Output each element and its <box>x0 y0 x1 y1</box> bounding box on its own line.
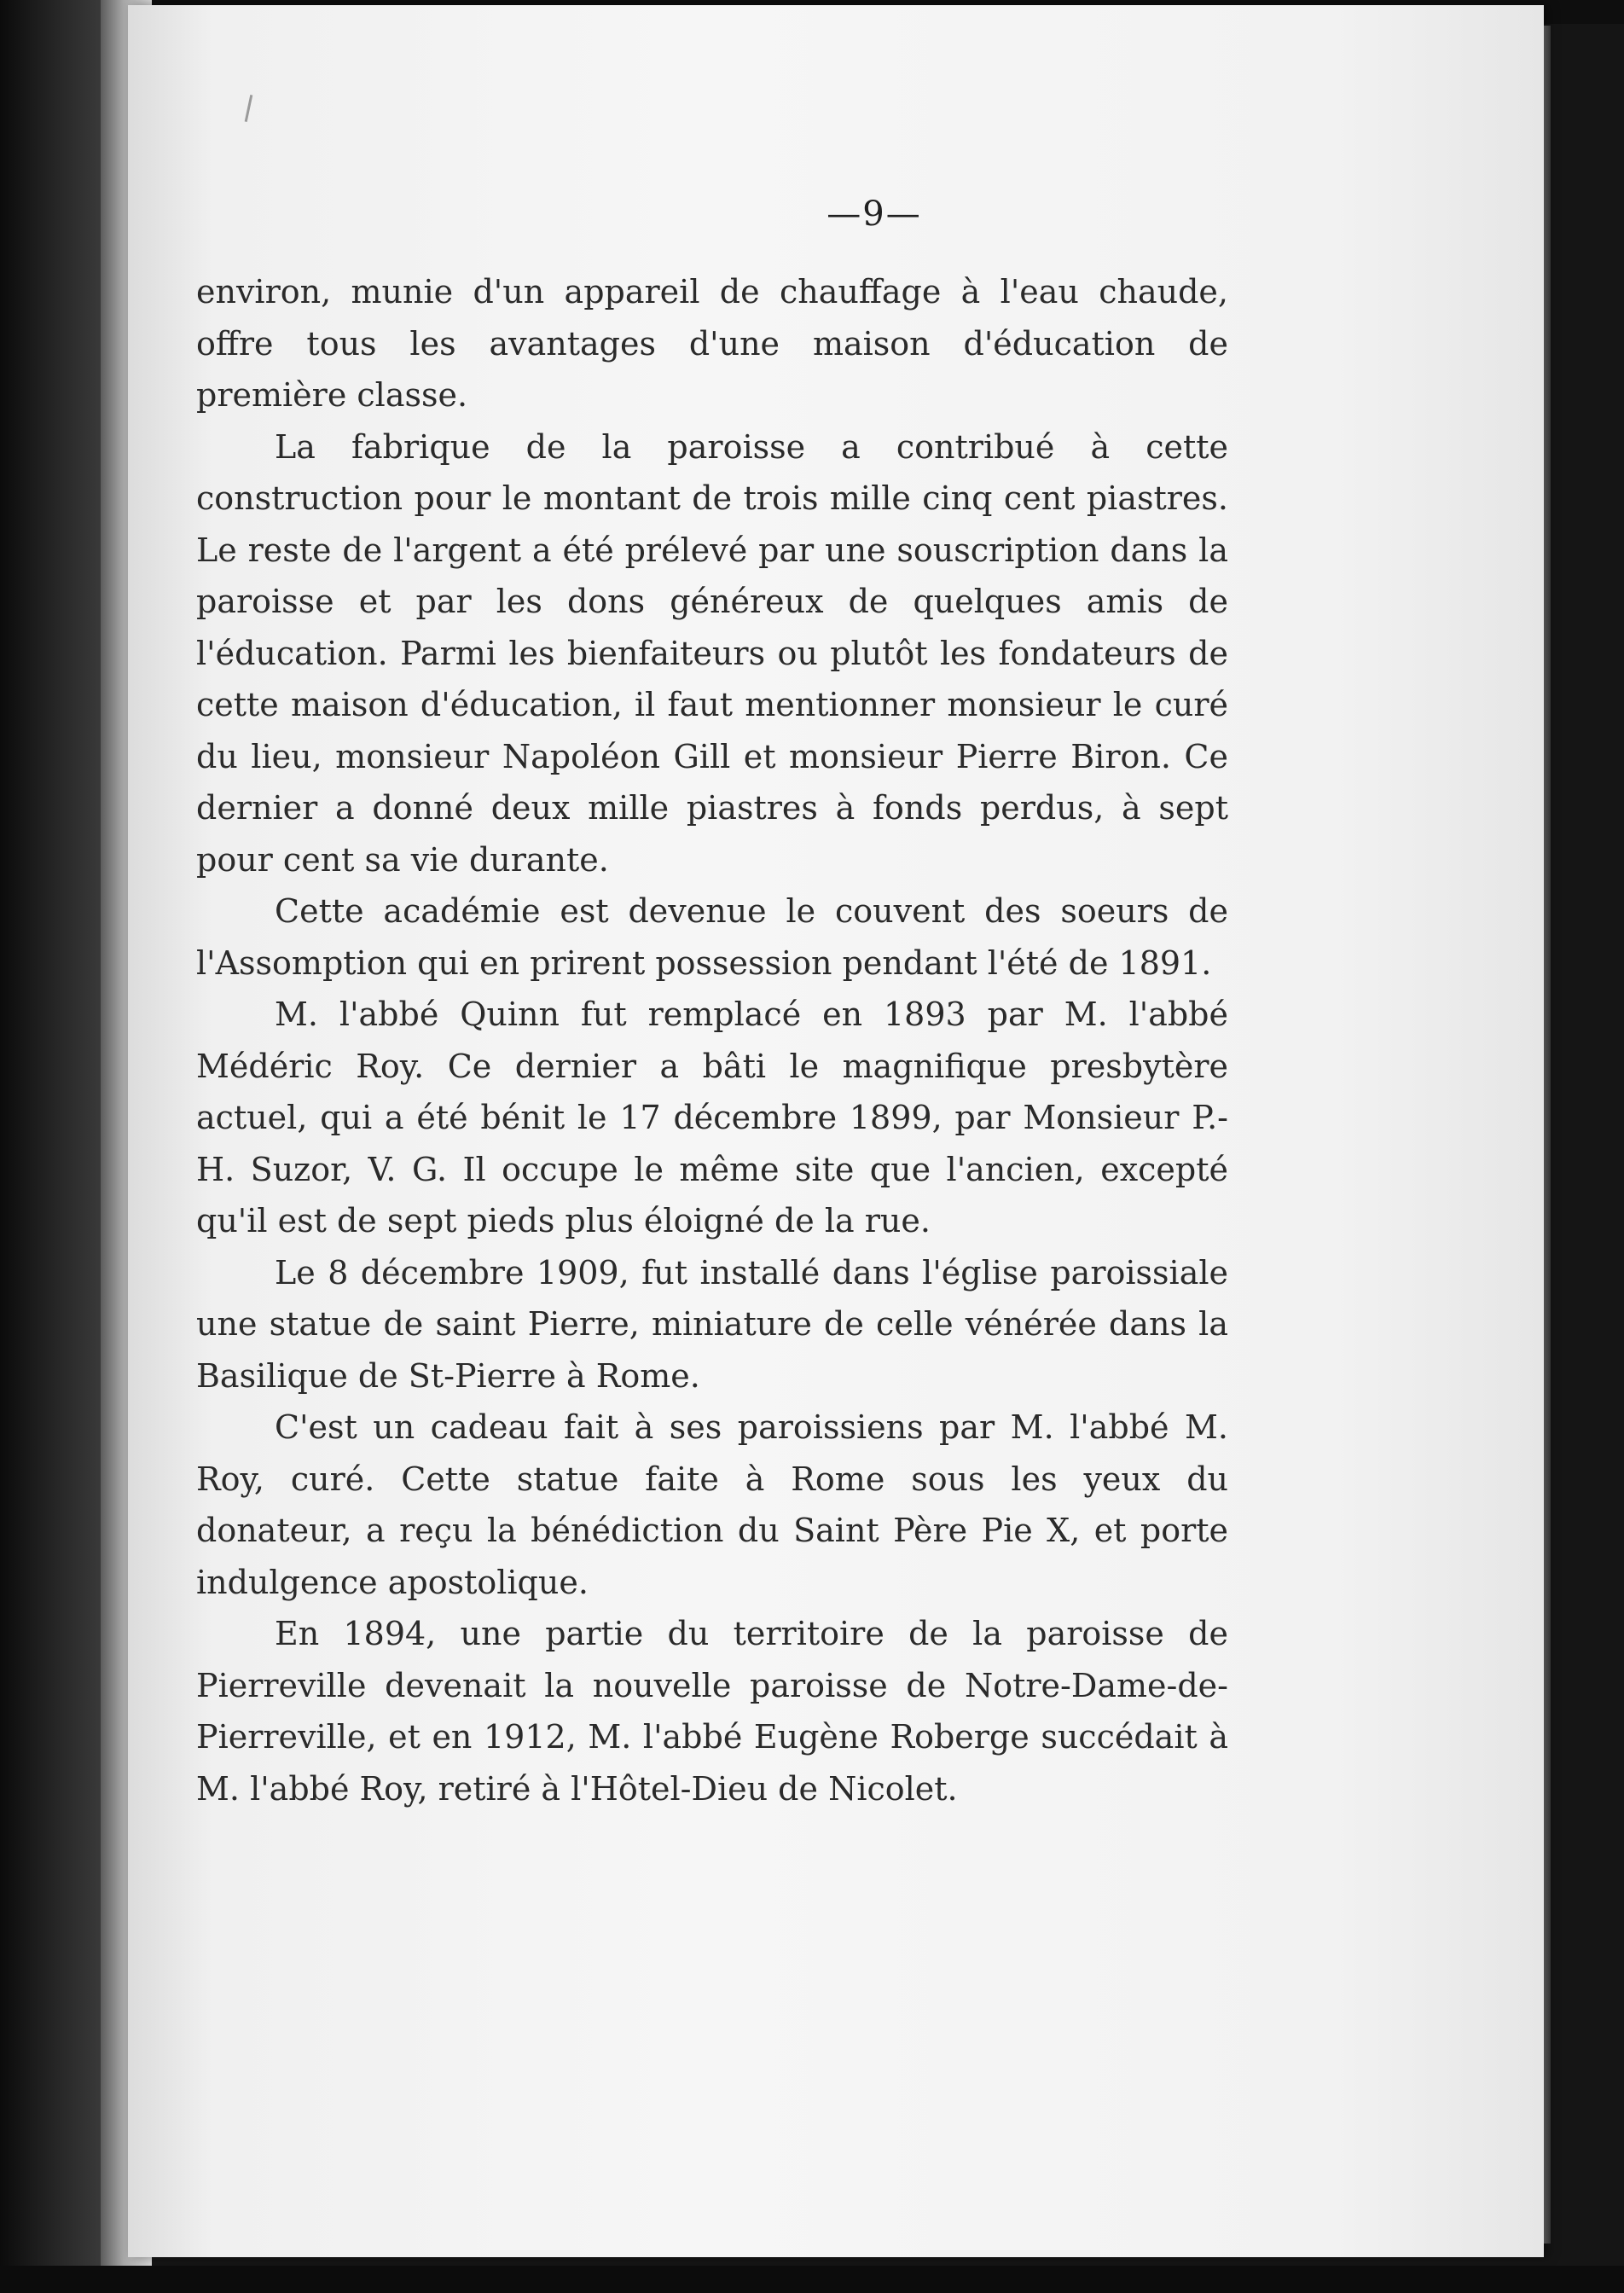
paragraph-1: environ, munie d'un appareil de chauffage à l'eau chaude, offre tous les avantages d'une maison d'éducation de première classe. <box>196 273 1228 414</box>
paragraph-7: En 1894, une partie du territoire de la paroisse de Pierreville devenait la nouvelle paroisse de Notre-Dame-de-Pierreville, et en 1912, M. l'abbé Eugène Roberge succédait à M. l'abbé Roy, retiré à l'Hôtel-Dieu de Nicolet. <box>196 1615 1228 1808</box>
paragraph-6: C'est un cadeau fait à ses paroissiens par M. l'abbé M. Roy, curé. Cette statue faite à Rome sous les yeux du donateur, a reçu la bénédiction du Saint Père Pie X, et porte indulgence apostolique. <box>196 1408 1228 1601</box>
paragraph-3: Cette académie est devenue le couvent des soeurs de l'Assomption qui en prirent possession pendant l'été de 1891. <box>196 892 1228 982</box>
film-border-bottom <box>0 2266 1624 2293</box>
paragraph-4: M. l'abbé Quinn fut remplacé en 1893 par M. l'abbé Médéric Roy. Ce dernier a bâti le magnifique presbytère actuel, qui a été bénit le 17 décembre 1899, par Monsieur P.-H. Suzor, V. G. Il occupe le même site que l'ancien, excepté qu'il est de sept pieds plus éloigné de la rue. <box>196 996 1228 1239</box>
film-border-left <box>0 0 102 2293</box>
paragraph-2: La fabrique de la paroisse a contribué à cette construction pour le montant de trois mille cinq cent piastres. Le reste de l'argent a été prélevé par une souscription dans la paroisse et par les dons généreux de quelques amis de l'éducation. Parmi les bienfaiteurs ou plutôt les fondateurs de cette maison d'éducation, il faut mentionner monsieur le curé du lieu, monsieur Napoléon Gill et monsieur Pierre Biron. Ce dernier a donné deux mille piastres à fonds perdus, à sept pour cent sa vie durante. <box>196 427 1228 879</box>
page-body <box>196 184 1228 1814</box>
paragraph-5: Le 8 décembre 1909, fut installé dans l'église paroissiale une statue de saint Pierre, miniature de celle vénérée dans la Basilique de St-Pierre à Rome. <box>196 1253 1228 1395</box>
page-number: —9— <box>826 194 922 234</box>
pencil-mark <box>245 95 253 122</box>
book-page <box>128 5 1544 2257</box>
